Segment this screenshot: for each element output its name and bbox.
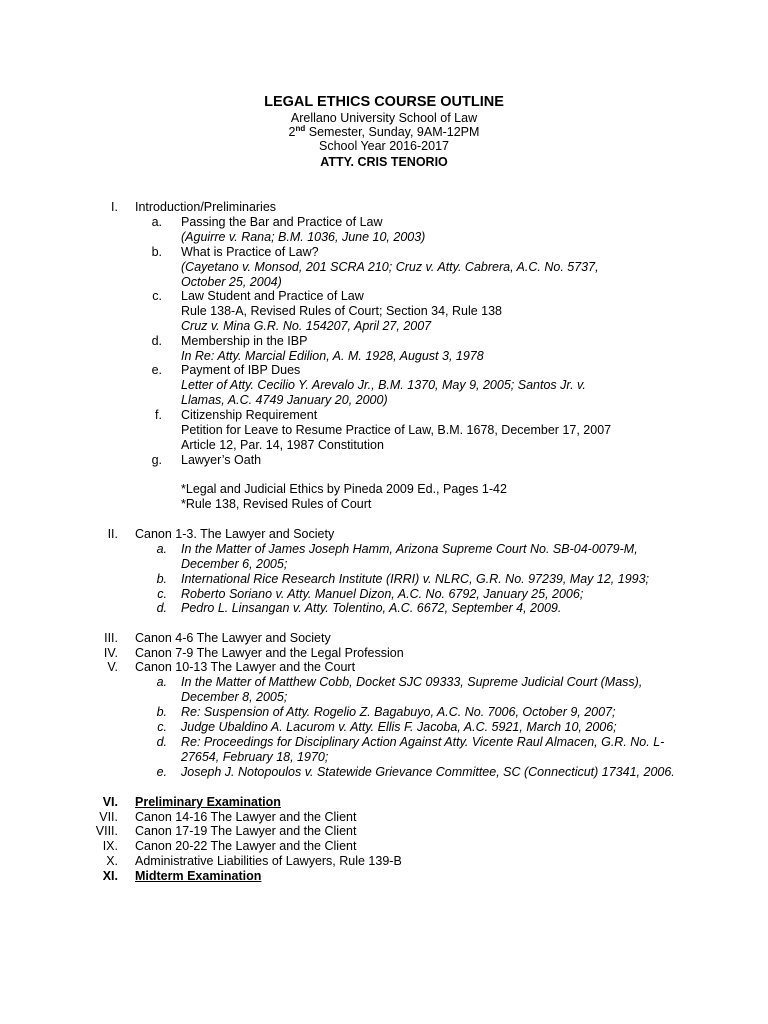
- item-letter: f.: [155, 408, 162, 422]
- item-citation: October 25, 2004): [181, 275, 282, 289]
- section-number: VIII.: [95, 824, 118, 838]
- item-title: Membership in the IBP: [181, 334, 308, 348]
- item-letter: d.: [151, 334, 162, 348]
- section-title: Canon 4-6 The Lawyer and Society: [135, 631, 331, 645]
- item-letter: c.: [157, 587, 167, 601]
- case-citation: In the Matter of James Joseph Hamm, Arizona Supreme Court No. SB-04-0079-M,: [181, 542, 638, 556]
- section-title: Canon 17-19 The Lawyer and the Client: [135, 824, 357, 838]
- reading-reference: *Rule 138, Revised Rules of Court: [181, 497, 372, 511]
- item-letter: g.: [151, 453, 162, 467]
- section-title: Canon 7-9 The Lawyer and the Legal Profession: [135, 646, 404, 660]
- section-title: Canon 10-13 The Lawyer and the Court: [135, 660, 356, 674]
- item-title: Passing the Bar and Practice of Law: [181, 215, 383, 229]
- item-citation: (Cayetano v. Monsod, 201 SCRA 210; Cruz v. Atty. Cabrera, A.C. No. 5737,: [181, 260, 599, 274]
- case-citation: In the Matter of Matthew Cobb, Docket SJC 09333, Supreme Judicial Court (Mass),: [181, 675, 643, 689]
- section-title: Canon 14-16 The Lawyer and the Client: [135, 810, 357, 824]
- case-citation: Roberto Soriano v. Atty. Manuel Dizon, A.C. No. 6792, January 25, 2006;: [181, 587, 584, 601]
- item-letter: d.: [156, 601, 167, 615]
- section-title: Canon 1-3. The Lawyer and Society: [135, 527, 335, 541]
- section-title: Introduction/Preliminaries: [135, 200, 277, 214]
- item-letter: a.: [156, 675, 167, 689]
- item-citation: Cruz v. Mina G.R. No. 154207, April 27, 2007: [181, 319, 432, 333]
- item-citation: (Aguirre v. Rana; B.M. 1036, June 10, 2003): [181, 230, 426, 244]
- section-number: II.: [107, 527, 118, 541]
- item-title: Law Student and Practice of Law: [181, 289, 364, 303]
- school-name: Arellano University School of Law: [290, 111, 478, 125]
- section-number: I.: [111, 200, 118, 214]
- case-citation: 27654, February 18, 1970;: [181, 750, 329, 764]
- item-citation: Rule 138-A, Revised Rules of Court; Section 34, Rule 138: [181, 304, 503, 318]
- item-letter: b.: [156, 705, 167, 719]
- section-number: IX.: [102, 839, 118, 853]
- semester-details: Semester, Sunday, 9AM-12PM: [305, 125, 480, 139]
- section-number: XI.: [102, 869, 118, 883]
- item-citation: In Re: Atty. Marcial Edilion, A. M. 1928, August 3, 1978: [181, 349, 484, 363]
- item-letter: c.: [157, 720, 167, 734]
- document-title: LEGAL ETHICS COURSE OUTLINE: [264, 94, 504, 110]
- semester-suffix: nd: [295, 123, 306, 133]
- case-citation: Judge Ubaldino A. Lacurom v. Atty. Ellis F. Jacoba, A.C. 5921, March 10, 2006;: [181, 720, 617, 734]
- item-citation: Llamas, A.C. 4749 January 20, 2000): [181, 393, 388, 407]
- item-letter: b.: [156, 572, 167, 586]
- section-number: IV.: [103, 646, 118, 660]
- school-year: School Year 2016-2017: [319, 139, 449, 153]
- item-letter: a.: [156, 542, 167, 556]
- item-letter: b.: [151, 245, 162, 259]
- item-title: What is Practice of Law?: [181, 245, 319, 259]
- section-title: Administrative Liabilities of Lawyers, Rule 139-B: [135, 854, 402, 868]
- item-letter: d.: [156, 735, 167, 749]
- reading-reference: *Legal and Judicial Ethics by Pineda 2009 Ed., Pages 1-42: [181, 482, 507, 496]
- case-citation: Pedro L. Linsangan v. Atty. Tolentino, A.C. 6672, September 4, 2009.: [181, 601, 562, 615]
- section-number: V.: [107, 660, 118, 674]
- item-title: Citizenship Requirement: [181, 408, 318, 422]
- case-citation: December 6, 2005;: [181, 557, 288, 571]
- section-number: VI.: [102, 795, 118, 809]
- case-citation: Re: Suspension of Atty. Rogelio Z. Bagabuyo, A.C. No. 7006, October 9, 2007;: [181, 705, 616, 719]
- section-title: Canon 20-22 The Lawyer and the Client: [135, 839, 357, 853]
- instructor-name: ATTY. CRIS TENORIO: [320, 155, 448, 169]
- section-number: III.: [104, 631, 118, 645]
- item-letter: e.: [151, 363, 162, 377]
- item-citation: Article 12, Par. 14, 1987 Constitution: [181, 438, 384, 452]
- section-number: X.: [106, 854, 118, 868]
- item-letter: c.: [152, 289, 162, 303]
- section-number: VII.: [99, 810, 118, 824]
- item-title: Payment of IBP Dues: [181, 363, 301, 377]
- case-citation: International Rice Research Institute (IRRI) v. NLRC, G.R. No. 97239, May 12, 1993;: [181, 572, 650, 586]
- item-citation: Petition for Leave to Resume Practice of Law, B.M. 1678, December 17, 2007: [181, 423, 612, 437]
- exam-title: Midterm Examination: [135, 869, 262, 883]
- exam-title: Preliminary Examination: [135, 795, 281, 809]
- item-title: Lawyer’s Oath: [181, 453, 262, 467]
- item-letter: a.: [151, 215, 162, 229]
- semester-line: [0, 125, 768, 140]
- item-citation: Letter of Atty. Cecilio Y. Arevalo Jr., B.M. 1370, May 9, 2005; Santos Jr. v.: [181, 378, 586, 392]
- item-letter: e.: [156, 765, 167, 779]
- semester-number: 2: [288, 125, 296, 139]
- case-citation: December 8, 2005;: [181, 690, 288, 704]
- case-citation: Re: Proceedings for Disciplinary Action Against Atty. Vicente Raul Almacen, G.R. No. L-: [181, 735, 665, 749]
- case-citation: Joseph J. Notopoulos v. Statewide Grievance Committee, SC (Connecticut) 17341, 2006.: [181, 765, 675, 779]
